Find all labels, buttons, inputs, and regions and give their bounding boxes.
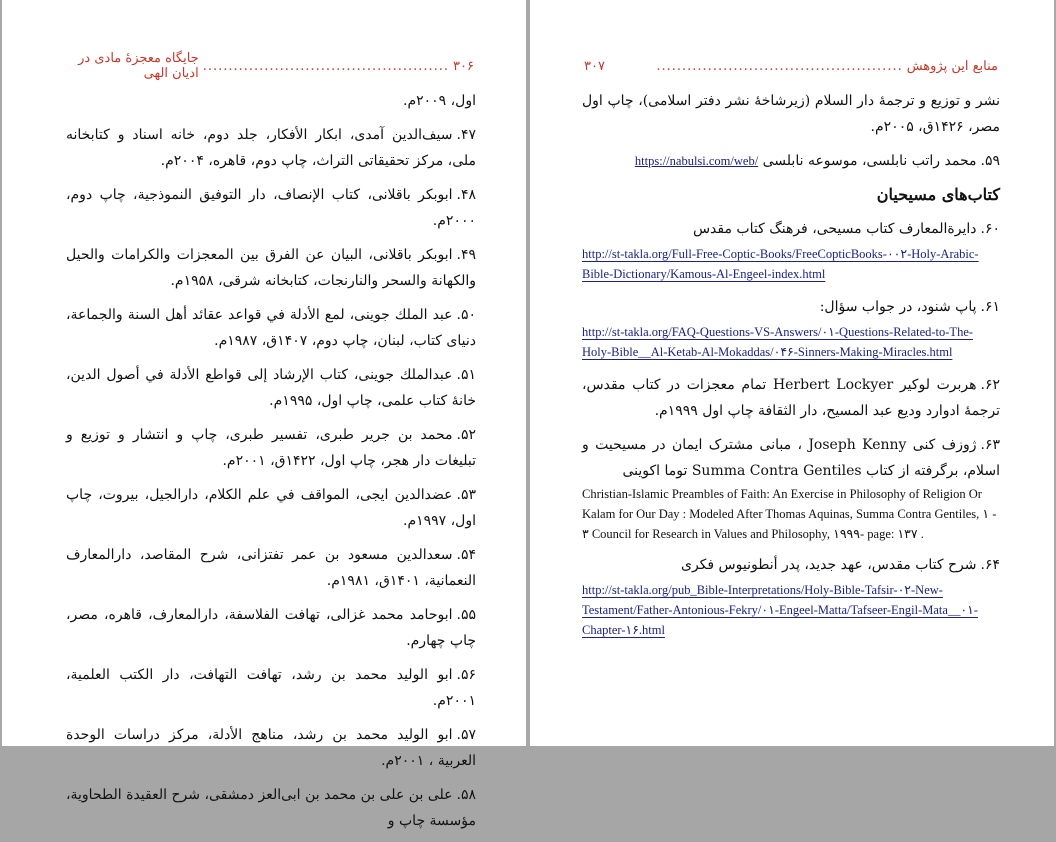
reference-entry: ۵۴.سعدالدین مسعود بن عمر تفتزانی، شرح المقاصد، دارالمعارف النعمانیة، ۱۴۰۱ق، ۱۹۸۱م. xyxy=(66,547,476,589)
left-page-body xyxy=(66,88,476,842)
right-page-body xyxy=(582,88,1000,650)
right-page-number: ۳۰۷ xyxy=(584,58,605,74)
reference-entry: ۶۴.شرح کتاب مقدس، عهد جدید، پدر أنطونیوس فکری xyxy=(681,557,1000,573)
reference-entry: ۴۷.سیف‌الدین آمدی، ابکار الأفکار، جلد دوم، خانه اسناد و کتابخانه ملی، مرکز تحقیقاتی التراث، چاپ دوم، قاهره، ۲۰۰۴م. xyxy=(66,127,476,169)
right-page-header xyxy=(584,56,998,76)
reference-link[interactable]: https://nabulsi.com/web/ xyxy=(634,154,759,168)
left-page-running-title: جایگاه معجزۀ مادی در ادیان الهی xyxy=(78,51,199,81)
reference-entry: ۵۱.عبدالملك جوینی، کتاب الإرشاد إلى قواطع الأدلة في أصول الدین، خانهٔ کتاب علمی، چاپ اول، ۱۹۹۵م. xyxy=(66,367,476,409)
reference-entry-continuation: نشر و توزیع و ترجمهٔ دار السلام (زیرشاخهٔ نشر دفتر اسلامی)، چاپ اول مصر، ۱۴۲۶ق، ۲۰۰۵م. xyxy=(582,93,1000,135)
reference-entry: ۶۰.دایرةالمعارف کتاب مسیحی، فرهنگ کتاب مقدس xyxy=(692,221,1000,237)
reference-entry: ۵۷.ابو الولید محمد بن رشد، مناهج الأدلة، مرکز دراسات الوحدة العربیة ، ۲۰۰۱م. xyxy=(66,727,476,769)
reference-link[interactable]: http://st-takla.org/pub_Bible-Interpretations/Holy-Bible-Tafsir-۰۲-New-Testament/Father-Antonious-Fekry/۰۱-Engeel-Matta/Tafseer-Engil-Mata__۰۱-Chapter-۱۶.html xyxy=(582,583,979,637)
reference-entry: ۶۲.هربرت لوکیر Herbert Lockyer تمام معجزات در کتاب مقدس، ترجمهٔ ادوارد ودیع عبد المسیح، دار الثقافة چاپ اول ۱۹۹۹م. xyxy=(582,377,1000,419)
right-page-running-title: منابع این پژوهش xyxy=(906,58,998,74)
left-page-header xyxy=(70,51,474,81)
reference-entry: ۵۶.ابو الولید محمد بن رشد، تهافت التهافت، دار الکتب العلمیة، ۲۰۰۱م. xyxy=(66,667,476,709)
section-title: کتاب‌های مسیحیان xyxy=(876,185,1000,204)
reference-entry: ۶۱.پاپ شنود، در جواب سؤال: xyxy=(819,299,1000,315)
left-page xyxy=(2,0,526,829)
reference-entry: ۵۸.علی بن علی بن محمد بن ابی‌العز دمشقی، شرح العقیدة الطحاویة، مؤسسة چاپ و xyxy=(66,787,476,829)
left-page-number: ۳۰۶ xyxy=(453,58,474,74)
reference-entry: اول، ۲۰۰۹م. xyxy=(403,93,476,109)
reference-entry: ۴۹.ابوبکر باقلانی، البیان عن الفرق بین المعجزات والکرامات والحیل والکهانة والسحر والنارنجات، کتابخانه شرقی، ۱۹۵۸م. xyxy=(66,247,476,289)
reference-entry: ۵۳.عضدالدین ایجی، المواقف في علم الکلام، دارالجیل، بیروت، چاپ اول، ۱۹۹۷م. xyxy=(66,487,476,529)
reference-link[interactable]: http://st-takla.org/FAQ-Questions-VS-Answers/۰۱-Questions-Related-to-The-Holy-Bible__Al-Ketab-Al-Mokaddas/۰۴۶-Sinners-Making-Miracles.html xyxy=(582,325,974,359)
reference-entry: ۴۸.ابوبکر باقلانی، کتاب الإنصاف، دار التوفیق النموذجیة، چاپ دوم، ۲۰۰۰م. xyxy=(66,187,476,229)
right-page xyxy=(530,0,1054,746)
reference-entry: ۶۳.ژوزف کنی Joseph Kenny ، مبانی مشترک ایمان در مسیحیت و اسلام، برگرفته از کتاب Summa Contra Gentiles توما اکوینی xyxy=(582,437,1000,479)
reference-link[interactable]: http://st-takla.org/Full-Free-Coptic-Books/FreeCopticBooks-۰۰۲-Holy-Arabic-Bible-Dictionary/Kamous-Al-Engeel-index.html xyxy=(582,247,979,281)
reference-entry: ۵۵.ابوحامد محمد غزالی، تهافت الفلاسفة، دارالمعارف، قاهره، مصر، چاپ چهارم. xyxy=(66,607,476,649)
reference-entry: ۵۲.محمد بن جریر طبری، تفسیر طبری، چاپ و انتشار و توزیع و تبلیغات دار هجر، چاپ اول، ۱۴۲۲ق، ۲۰۰۱م. xyxy=(66,427,476,469)
reference-entry: ۵۰.عبد الملك جوینی، لمع الأدلة في قواعد عقائد أهل السنة والجماعة، دنیای کتاب، لبنان، چاپ دوم، ۱۴۰۷ق، ۱۹۸۷م. xyxy=(66,307,476,349)
header-dots: ................................................ xyxy=(202,58,450,74)
reference-latin-title: Christian-Islamic Preambles of Faith: An Exercise in Philosophy of Religion Or Kalam for Our Day : Modeled After Thomas Aquinas, Summa Contra Gentiles, ۱ - ۳ Council for Research in Values and Philosophy, ۱۹۹۹- page: ۱۳۷ . xyxy=(582,487,997,541)
header-dots: ................................................ xyxy=(656,58,903,74)
reference-entry: ۵۹.محمد راتب نابلسی، موسوعه نابلسی https://nabulsi.com/web/ xyxy=(634,153,1000,169)
